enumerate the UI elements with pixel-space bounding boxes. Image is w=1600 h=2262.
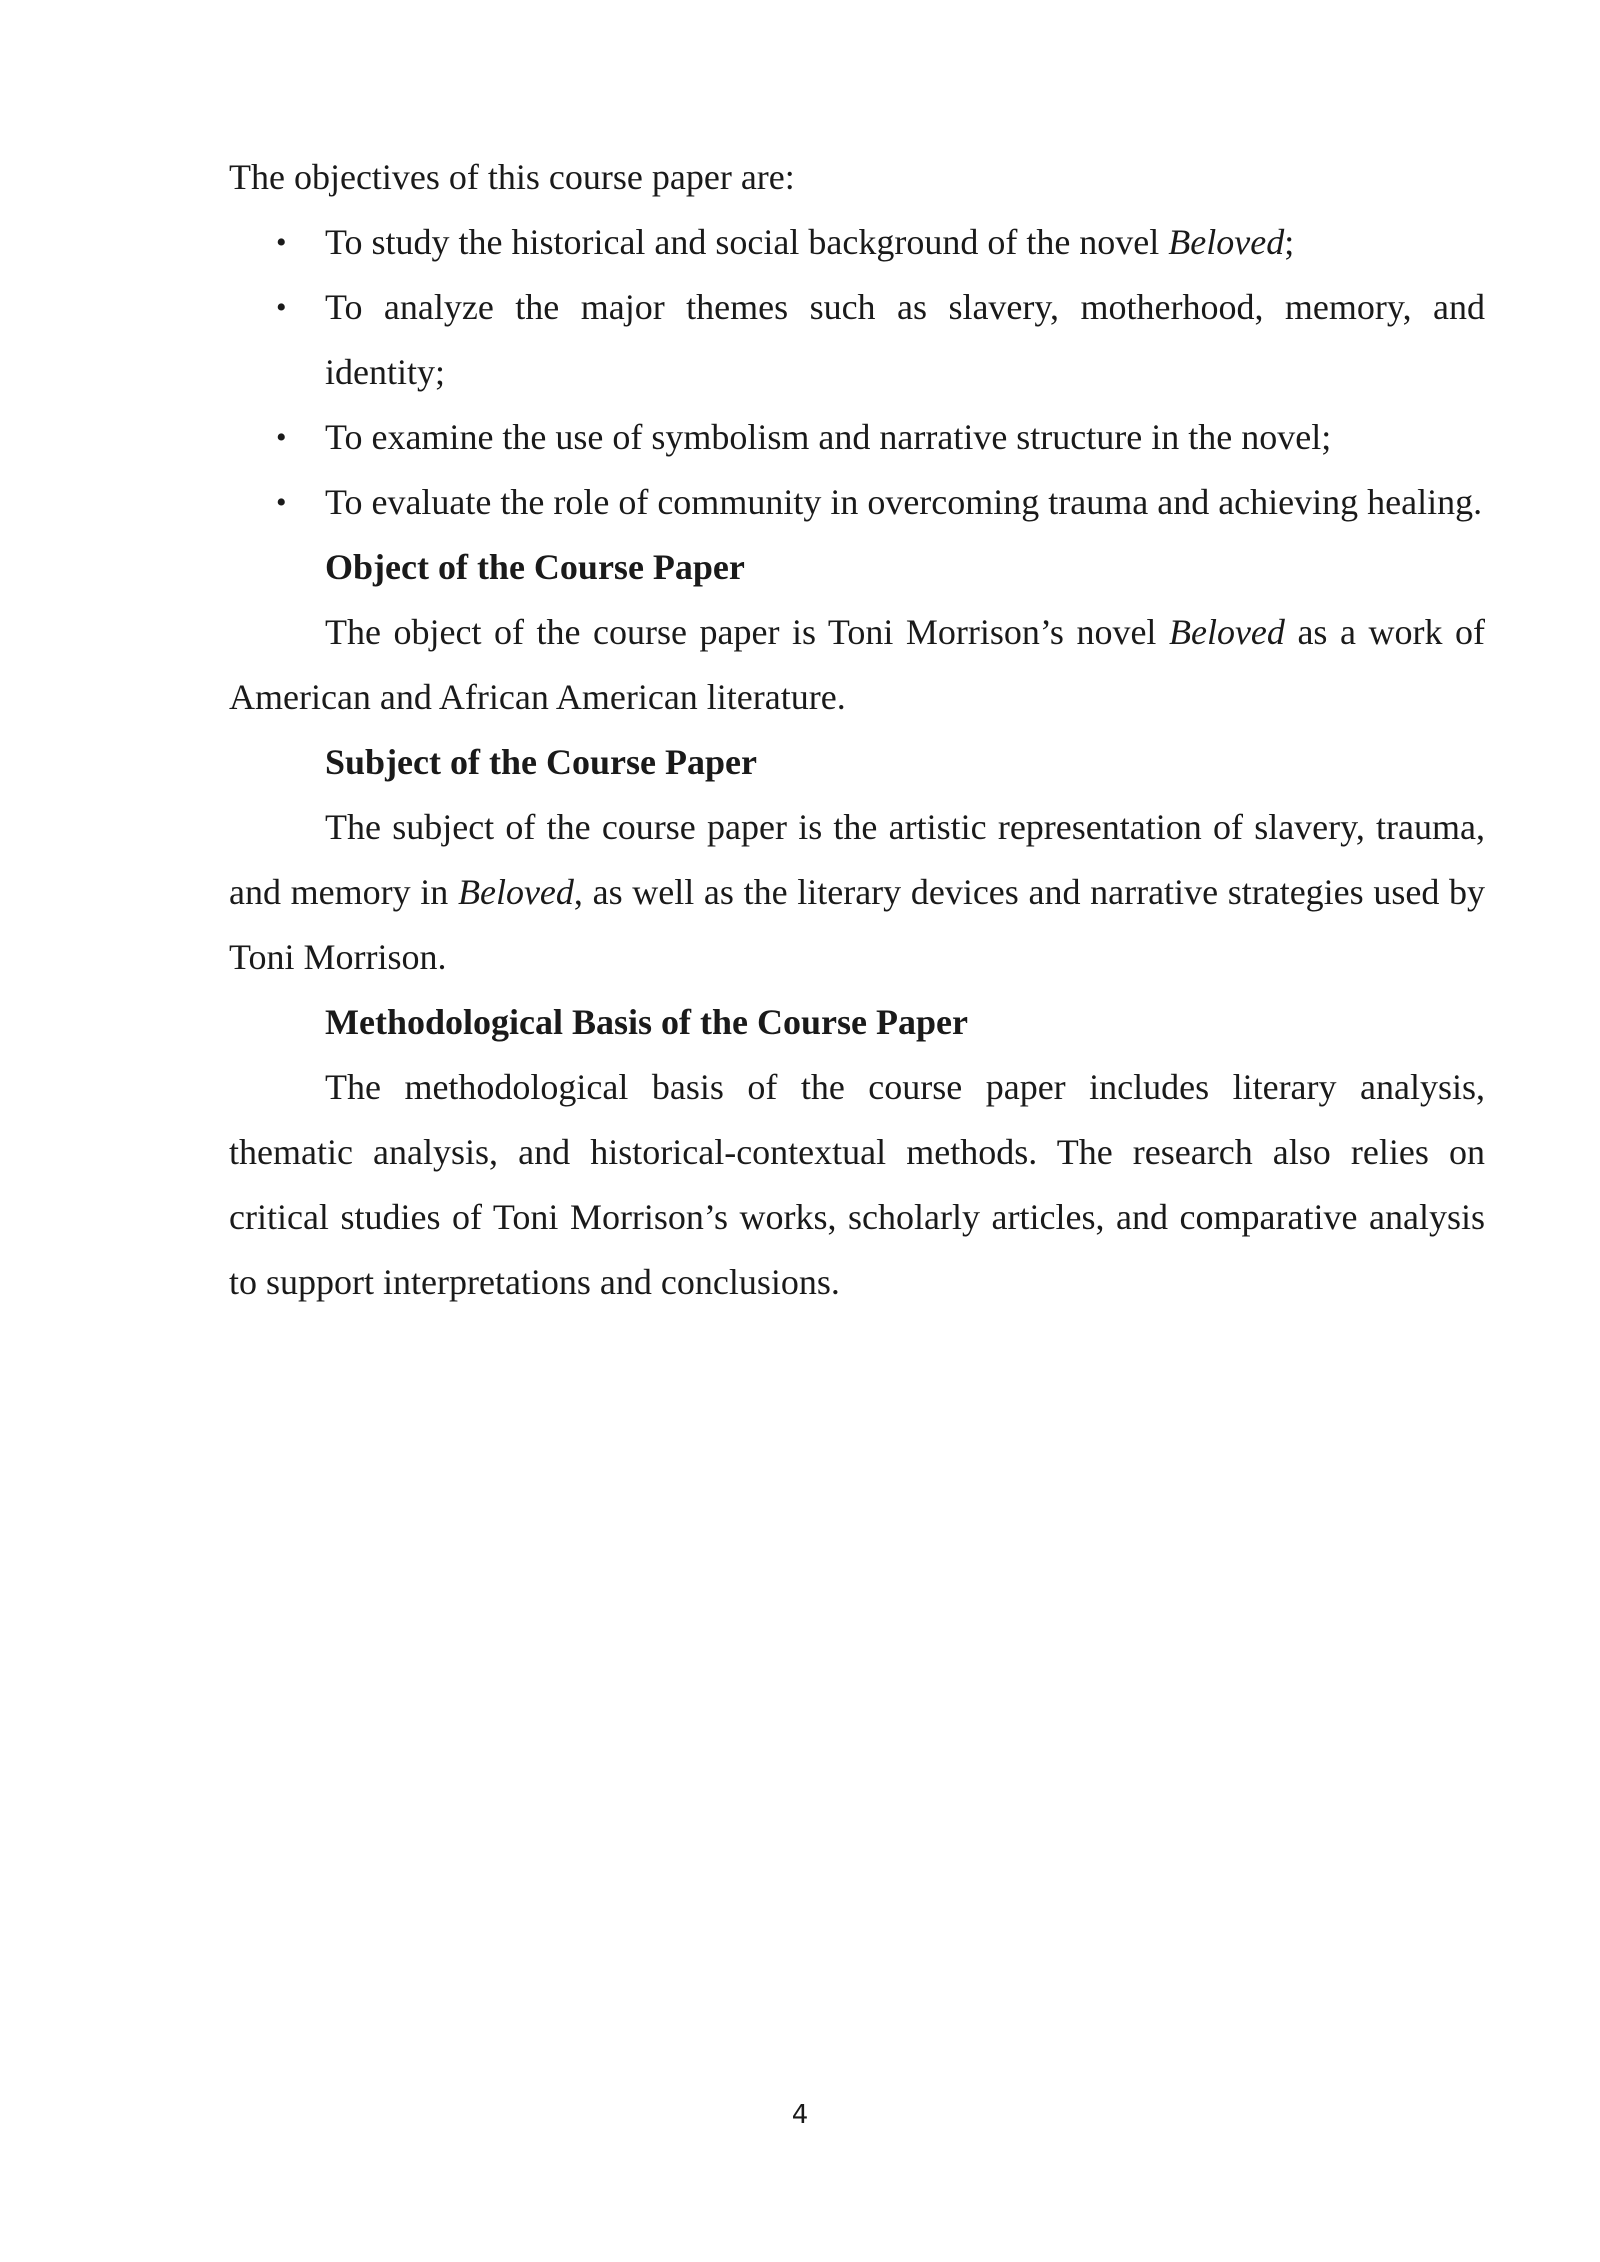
list-item: [229, 275, 1485, 405]
subject-heading: Subject of the Course Paper: [325, 742, 757, 782]
page-number: 4: [791, 2100, 809, 2130]
list-item: [229, 405, 1485, 470]
objective-text-end: ;: [1284, 222, 1295, 262]
subject-paragraph: [229, 795, 1485, 990]
bullet-icon: •: [276, 421, 287, 454]
page-body: [229, 145, 1485, 1315]
list-item: [229, 470, 1485, 535]
bullet-icon: •: [276, 226, 287, 259]
object-heading: Object of the Course Paper: [325, 547, 745, 587]
object-paragraph: [229, 600, 1485, 730]
object-text: The object of the course paper is Toni Morrison’s novel: [325, 612, 1169, 652]
method-heading: Methodological Basis of the Course Paper: [325, 1002, 968, 1042]
list-item: [229, 210, 1485, 275]
objective-text: To evaluate the role of community in overcoming trauma and achieving healing.: [325, 482, 1483, 522]
bullet-icon: •: [276, 486, 287, 519]
novel-title: Beloved: [1168, 222, 1285, 262]
method-paragraph: The methodological basis of the course paper includes literary analysis, thematic analysis, and historical-contextual methods. The research also relies on critical studies of Toni Morrison’s works, scholarly articles, and comparative analysis to support interpretations and conclusions.: [229, 1067, 1485, 1302]
objectives-intro: The objectives of this course paper are:: [229, 157, 795, 197]
objective-text: To examine the use of symbolism and narrative structure in the novel;: [325, 417, 1332, 457]
bullet-icon: •: [276, 291, 287, 324]
novel-title: Beloved: [1168, 612, 1285, 652]
subject-text: The subject of the course paper is the artistic representation of slavery, trauma, and memory in: [229, 807, 1485, 912]
subject-text-end: , as well as the literary devices and narrative strategies used by Toni Morrison.: [229, 872, 1486, 977]
objective-text: To study the historical and social background of the novel: [325, 222, 1169, 262]
objectives-list: [229, 210, 1485, 535]
object-text-end: as a work of American and African American literature.: [229, 612, 1485, 717]
novel-title: Beloved: [457, 872, 574, 912]
objective-text: To analyze the major themes such as slavery, motherhood, memory, and identity;: [325, 287, 1485, 392]
